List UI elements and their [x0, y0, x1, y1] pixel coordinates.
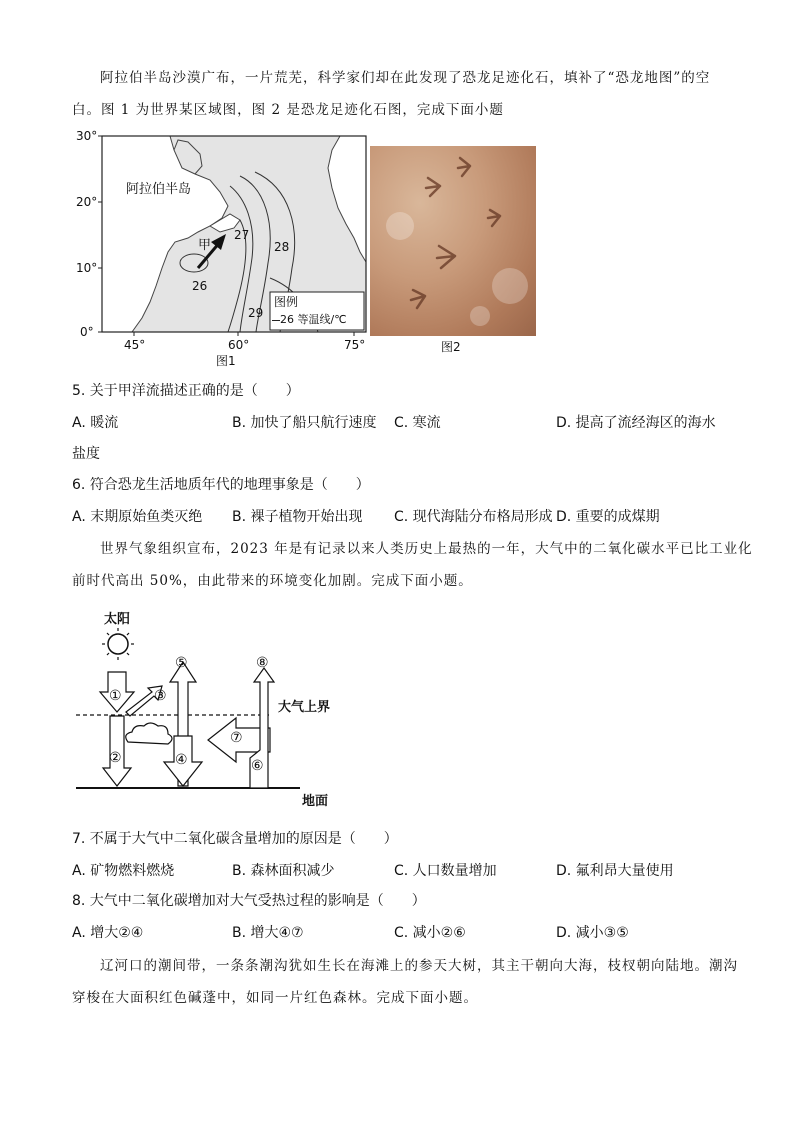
question-8-option-c[interactable]: C. 减小②⑥: [394, 925, 466, 941]
question-8-option-a[interactable]: A. 增大②④: [72, 925, 144, 941]
question-7-stem: 7. 不属于大气中二氧化碳含量增加的原因是（ ）: [72, 831, 398, 847]
arrow-label-5: ⑤: [175, 655, 188, 671]
intro-paragraph-3-line-2: 穿梭在大面积红色碱蓬中，如同一片红色森林。完成下面小题。: [72, 990, 478, 1006]
question-6-option-a[interactable]: A. 末期原始鱼类灭绝: [72, 509, 203, 525]
question-7-option-b[interactable]: B. 森林面积减少: [232, 863, 335, 879]
isotherm-label-26: 26: [192, 279, 208, 293]
intro-paragraph-1-line-2: 白。图 1 为世界某区域图，图 2 是恐龙足迹化石图，完成下面小题: [72, 102, 504, 118]
region-label: 阿拉伯半岛: [126, 182, 192, 197]
intro-paragraph-1-line-1: 阿拉伯半岛沙漠广布，一片荒芜，科学家们却在此发现了恐龙足迹化石，填补了“恐龙地图”的空: [100, 70, 711, 86]
arrow-label-8: ⑧: [256, 655, 269, 671]
intro-paragraph-2-line-1: 世界气象组织宣布，2023 年是有记录以来人类历史上最热的一年，大气中的二氧化碳水平已比工业化: [100, 541, 753, 557]
question-6-option-d[interactable]: D. 重要的成煤期: [556, 509, 660, 525]
atmosphere-boundary-label: 大气上界: [278, 700, 331, 715]
sun-icon: [102, 628, 134, 660]
figure-1-caption: 图1: [216, 354, 236, 368]
question-5-option-c[interactable]: C. 寒流: [394, 415, 441, 431]
arrow-label-2: ②: [109, 750, 122, 766]
arrow-label-1: ①: [109, 688, 122, 704]
question-7-option-c[interactable]: C. 人口数量增加: [394, 863, 497, 879]
ground-label: 地面: [302, 794, 329, 809]
legend-line-icon: [272, 320, 280, 321]
question-6-option-b[interactable]: B. 裸子植物开始出现: [232, 509, 363, 525]
current-label: 甲: [198, 238, 212, 253]
isotherm-label-29: 29: [248, 306, 264, 320]
question-5-stem: 5. 关于甲洋流描述正确的是（ ）: [72, 383, 300, 399]
figure-heating-diagram: [70, 600, 370, 810]
lat-label-0: 0°: [80, 325, 94, 339]
arrow-label-3: ③: [154, 688, 167, 704]
question-5-option-d[interactable]: D. 提高了流经海区的海水: [556, 415, 716, 431]
lat-label-30: 30°: [76, 129, 98, 143]
figure-2-caption: 图2: [441, 340, 461, 354]
intro-paragraph-3-line-1: 辽河口的潮间带，一条条潮沟犹如生长在海滩上的参天大树，其主干朝向大海，枝杈朝向陆地。潮沟: [100, 958, 738, 974]
figure-1-map: [70, 128, 370, 368]
lat-label-20: 20°: [76, 195, 98, 209]
sun-label: 太阳: [104, 612, 131, 627]
cloud-icon: [126, 723, 172, 744]
lon-label-45: 45°: [124, 338, 146, 352]
lon-label-60: 60°: [228, 338, 250, 352]
question-8-option-b[interactable]: B. 增大④⑦: [232, 925, 304, 941]
arrow-label-7: ⑦: [230, 730, 243, 746]
legend-item-label: 26 等温线/℃: [280, 313, 347, 326]
arrow-label-6: ⑥: [251, 758, 264, 774]
arrow-label-4: ④: [175, 752, 188, 768]
question-5-option-d-continued: 盐度: [72, 446, 100, 462]
question-8-stem: 8. 大气中二氧化碳增加对大气受热过程的影响是（ ）: [72, 893, 426, 909]
isotherm-label-28: 28: [274, 240, 290, 254]
question-6-option-c[interactable]: C. 现代海陆分布格局形成: [394, 509, 553, 525]
question-6-stem: 6. 符合恐龙生活地质年代的地理事象是（ ）: [72, 477, 370, 493]
question-5-option-b[interactable]: B. 加快了船只航行速度: [232, 415, 377, 431]
isotherm-label-27: 27: [234, 228, 250, 242]
question-7-option-d[interactable]: D. 氟利昂大量使用: [556, 863, 674, 879]
legend-title: 图例: [274, 295, 299, 309]
legend-item: [272, 311, 347, 327]
question-8-option-d[interactable]: D. 减小③⑤: [556, 925, 629, 941]
question-5-option-a[interactable]: A. 暖流: [72, 415, 119, 431]
lon-label-75: 75°: [344, 338, 366, 352]
question-7-option-a[interactable]: A. 矿物燃料燃烧: [72, 863, 175, 879]
lat-label-10: 10°: [76, 261, 98, 275]
intro-paragraph-2-line-2: 前时代高出 50%，由此带来的环境变化加剧。完成下面小题。: [72, 573, 473, 589]
figure-2-photo: [370, 146, 536, 336]
